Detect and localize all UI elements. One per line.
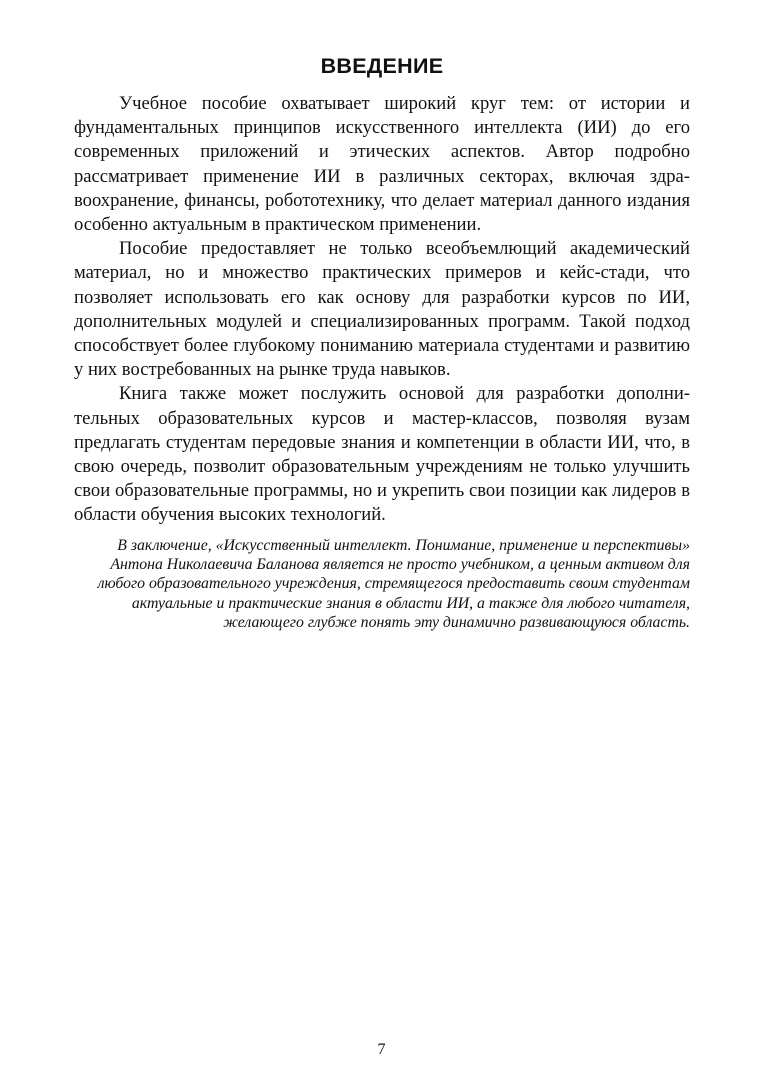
- page-title: ВВЕДЕНИЕ: [320, 54, 444, 78]
- conclusion-paragraph: В заключение, «Искусственный интеллект. Понимание, применение и перспективы» Антона Николаевича Баланова является не просто учебником, а ценным активом для любого образовательного учреждения, стремящегося предоставить своим студентам актуальные и практические знания в области ИИ, а также для любого читателя, желающего глубже понять эту динамично развивающуюся область.: [97, 536, 690, 631]
- paragraph-intro: Учебное пособие охватывает широкий круг тем: от истории и фундаментальных принципов искусственного интеллекта (ИИ) до его современных приложений и этических аспектов. Автор подробно рассматривает применение ИИ в различных секторах, включая здравоохранение, финансы, робототехнику, что делает материал данного издания особенно актуальным в практическом применении.: [74, 93, 690, 236]
- paragraph-practical: Пособие предоставляет не только всеобъемлющий академический материал, но и множество практических примеров и кейс-стади, что позволяет использовать его как основу для разработки курсов по ИИ, дополнительных модулей и специализированных программ. Такой подход способствует более глубокому пониманию материала студентами и развитию у них востребованных на рынке труда навыков.: [74, 238, 690, 381]
- paragraph-courses: Книга также может послужить основой для разработки дополнительных образовательных курсов и мастер-классов, позволяя вузам предлагать студентам передовые знания и компетенции в области ИИ, что, в свою очередь, позволит образовательным учреждениям не только улучшить свои образовательные программы, но и укрепить свои позиции как лидеров в области обучения высоких технологий.: [74, 383, 690, 526]
- page-content: [74, 52, 690, 632]
- page-number: 7: [377, 1041, 386, 1058]
